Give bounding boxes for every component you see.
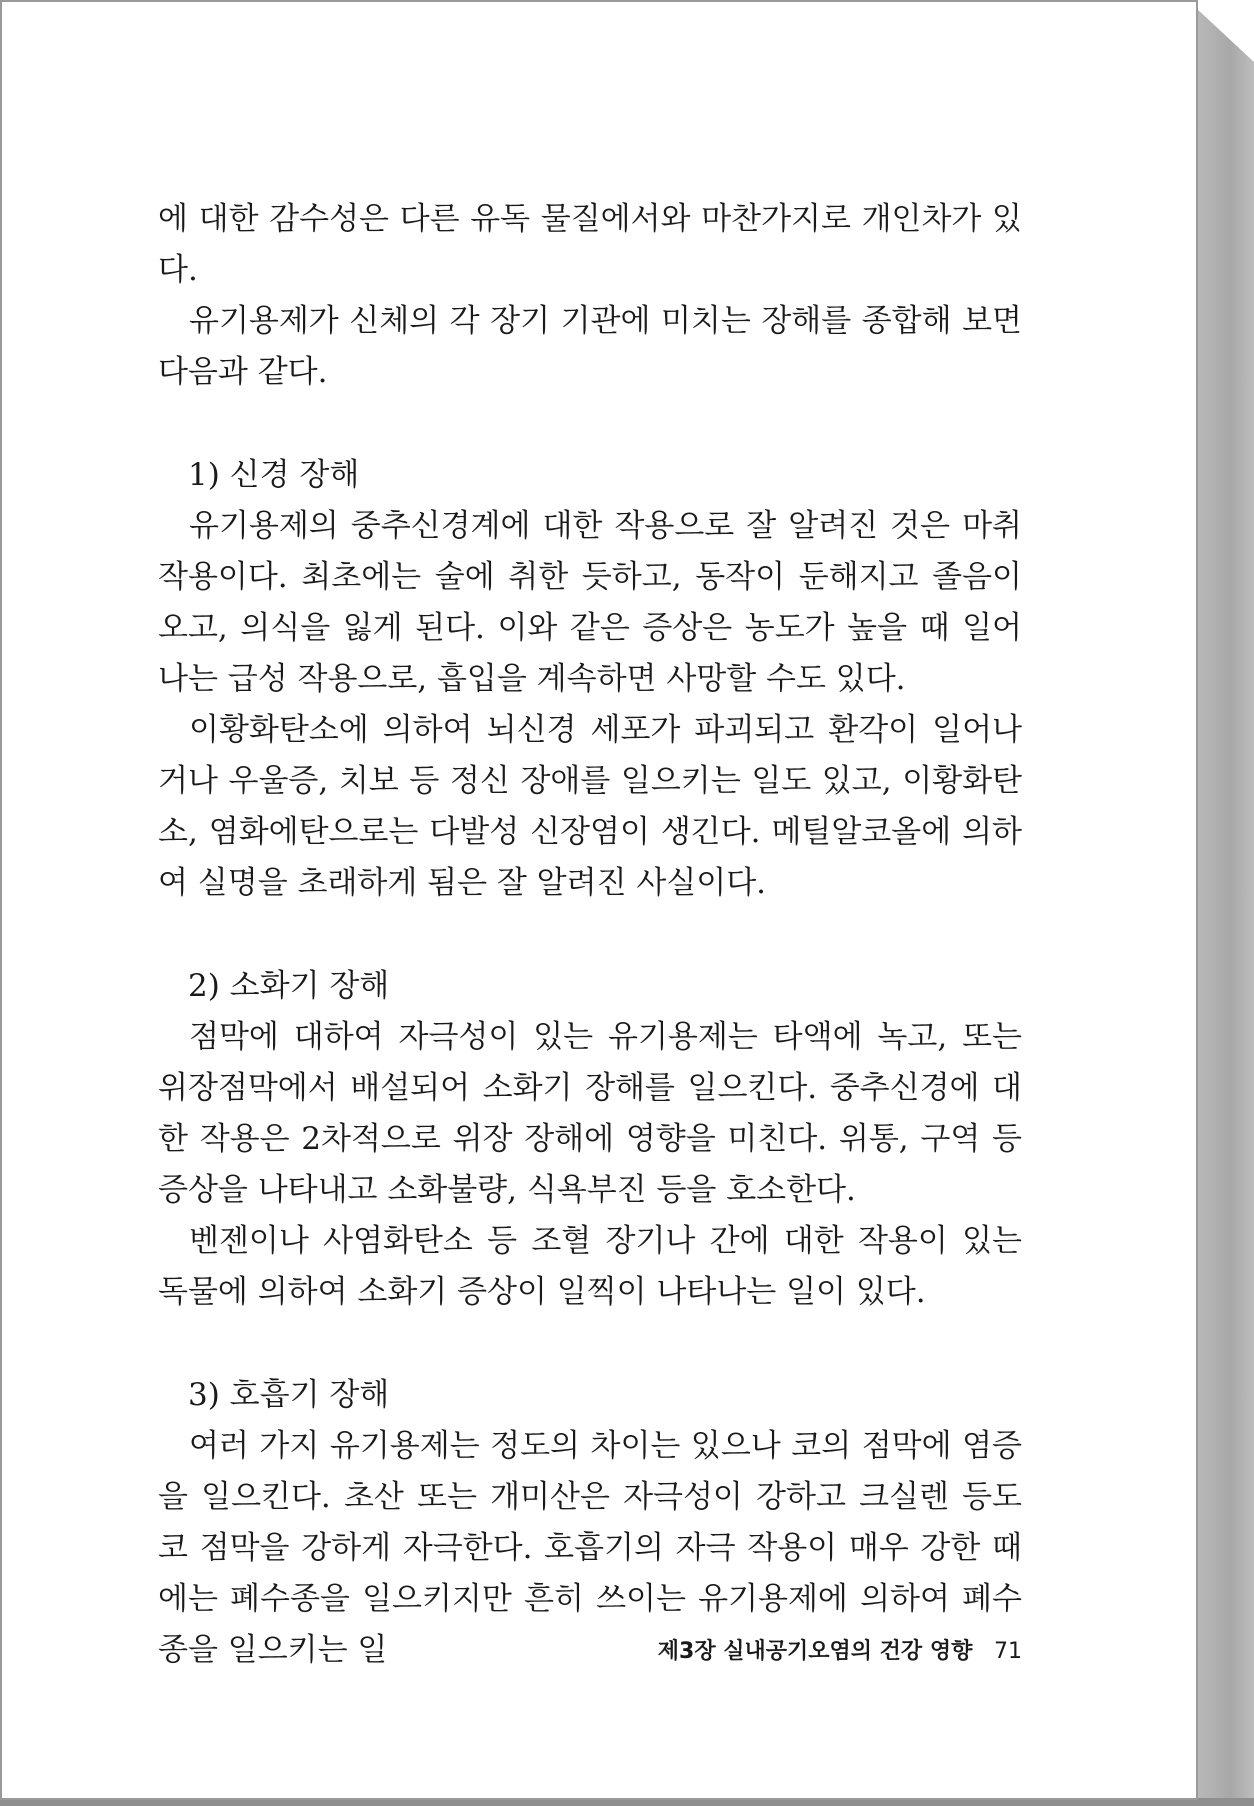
section-heading-digestive: 2) 소화기 장해 xyxy=(188,968,390,1004)
section-heading-respiratory: 3) 호흡기 장해 xyxy=(188,1377,390,1413)
running-footer xyxy=(602,1634,1022,1665)
body-paragraph: 여러 가지 유기용제는 정도의 차이는 있으나 코의 점막에 염증을 일으킨다. 초산 또는 개미산은 자극성이 강하고 크실렌 등도 코 점막을 강하게 자극한다. 호흡기의 자극 작용이 매우 강한 때에는 폐수종을 일으키지만 흔히 쓰이는 유기용제에 의하여 폐수종을 일으키는 일 xyxy=(158,1428,1022,1668)
page-body xyxy=(158,194,1022,1676)
body-paragraph: 점막에 대하여 자극성이 있는 유기용제는 타액에 녹고, 또는 위장점막에서 배설되어 소화기 장해를 일으킨다. 중추신경에 대한 작용은 2차적으로 위장 장해에 영향을 미친다. 위통, 구역 등 증상을 나타내고 소화불량, 식욕부진 등을 호소한다. xyxy=(158,1019,1022,1208)
body-paragraph: 유기용제가 신체의 각 장기 기관에 미치는 장해를 종합해 보면 다음과 같다. xyxy=(158,303,1022,390)
body-paragraph: 벤젠이나 사염화탄소 등 조혈 장기나 간에 대한 작용이 있는 독물에 의하여 소화기 증상이 일찍이 나타나는 일이 있다. xyxy=(158,1223,1022,1310)
section-heading-nerve: 1) 신경 장해 xyxy=(188,457,360,493)
body-paragraph: 에 대한 감수성은 다른 유독 물질에서와 마찬가지로 개인차가 있다. xyxy=(158,201,1022,288)
page-number: 71 xyxy=(994,1639,1022,1664)
chapter-title: 제3장 실내공기오염의 건강 영향 xyxy=(657,1639,973,1664)
body-paragraph: 이황화탄소에 의하여 뇌신경 세포가 파괴되고 환각이 일어나거나 우울증, 치보 등 정신 장애를 일으키는 일도 있고, 이황화탄소, 염화에탄으로는 다발성 신장염이 생긴다. 메틸알코올에 의하여 실명을 초래하게 됨은 잘 알려진 사실이다. xyxy=(158,712,1022,901)
body-paragraph: 유기용제의 중추신경계에 대한 작용으로 잘 알려진 것은 마취 작용이다. 최초에는 술에 취한 듯하고, 동작이 둔해지고 졸음이 오고, 의식을 잃게 된다. 이와 같은 증상은 농도가 높을 때 일어나는 급성 작용으로, 흡입을 계속하면 사망할 수도 있다. xyxy=(158,508,1022,697)
page-stack-edge xyxy=(1196,8,1254,1806)
